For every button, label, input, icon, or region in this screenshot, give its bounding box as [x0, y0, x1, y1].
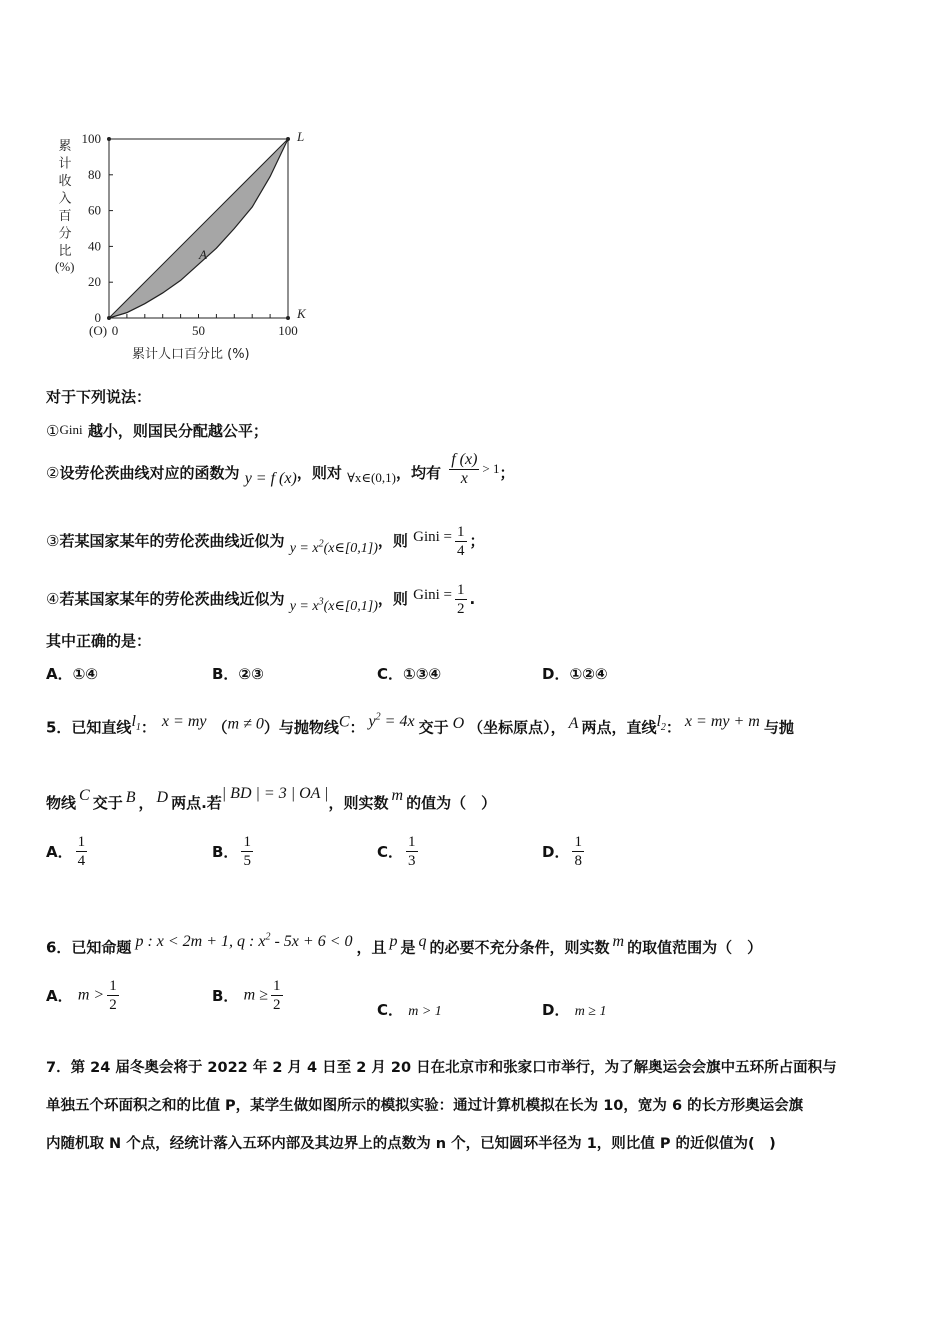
- q6-text-range: 的取值范围为（ ）: [627, 938, 763, 957]
- s3-text-2: ，则: [377, 532, 408, 550]
- s4-curve: [289, 596, 378, 614]
- q5-d: D: [156, 789, 169, 806]
- q5-option-b[interactable]: [212, 833, 256, 870]
- s3-mark: ③: [46, 534, 60, 550]
- lorenz-chart: [40, 120, 330, 370]
- s2-frac-num: f (x): [451, 451, 478, 468]
- s4-exp: 3: [318, 596, 324, 608]
- q5-colon-3: ：: [665, 718, 681, 737]
- q6-option-a-label: A．: [46, 987, 73, 1005]
- q6-option-b-pre: m ≥: [243, 986, 269, 1004]
- s2-frac-den: x: [449, 469, 479, 488]
- q5-l2-name: l: [656, 713, 661, 731]
- q5-a-num: 1: [77, 834, 86, 850]
- q6-option-a[interactable]: [46, 977, 122, 1014]
- s3-gini: Gini =: [413, 529, 453, 545]
- s4-fraction: [455, 581, 467, 618]
- s4-text-1: 若某国家某年的劳伦茨曲线近似为: [59, 590, 285, 608]
- q5-option-c-frac: [406, 833, 418, 870]
- statement-1: [46, 419, 268, 443]
- q5-l1: [131, 713, 141, 734]
- q6-option-d-label: D．: [542, 1001, 570, 1019]
- q7-line-3: 内随机取 N 个点，经统计落入五环内部及其边界上的点数为 n 个，已知圆环半径为 1，则比值 P 的近似值为( ): [46, 1136, 776, 1152]
- s3-text-3: ；: [469, 532, 485, 550]
- q5-comma: ，: [138, 794, 154, 812]
- y-axis-unit: (%): [55, 259, 75, 274]
- y-axis-label-char: 入: [58, 191, 72, 207]
- q6-option-b[interactable]: [212, 977, 286, 1014]
- point-l-label: L: [297, 129, 305, 144]
- s3-frac-num: 1: [457, 524, 465, 540]
- s2-mark: ②: [46, 466, 60, 482]
- y-axis-label-char: 累: [58, 139, 72, 154]
- q5-paren-open: （: [212, 718, 228, 737]
- x-tick-label: 50: [192, 323, 205, 338]
- s3-curve: [289, 538, 378, 556]
- q7-line-1: 7．第 24 届冬奥会将于 2022 年 2 月 4 日至 2 月 20 日在北京市和张家口市举行，为了解奥运会会旗中五环所占面积与: [46, 1060, 837, 1076]
- q5-l2-sub: 2: [660, 722, 666, 734]
- s2-fraction: [449, 451, 479, 488]
- q5-text-curve: 物线: [46, 794, 77, 812]
- q6-text-is: 是: [400, 938, 416, 957]
- q5-option-a-label: A．: [46, 843, 73, 861]
- q5-line-2: [46, 783, 496, 814]
- q6-text-and: ，且: [356, 938, 387, 957]
- s1-gini: Gini: [59, 422, 83, 437]
- y-tick-label: 20: [88, 274, 101, 290]
- q5-text-intersect: 交于: [418, 718, 449, 737]
- q5-text-with: 与抛: [763, 718, 794, 737]
- q5-text-value: 的值为（ ）: [406, 794, 497, 812]
- q5-c-den: 3: [408, 853, 416, 869]
- q5-a: A: [568, 715, 579, 733]
- q6-intro: 6．已知命题: [46, 938, 132, 957]
- q5-option-a[interactable]: [46, 833, 90, 870]
- y-max-point: [107, 137, 111, 141]
- q5-condition: m ≠ 0: [227, 715, 264, 733]
- y-axis-label-char: 百: [58, 209, 72, 224]
- q4-option-c[interactable]: C．①③④: [377, 665, 442, 683]
- q6-p: p: [389, 933, 398, 951]
- y-axis-label-char: 比: [58, 244, 72, 259]
- q5-eq2: [369, 713, 415, 730]
- q5-b-den: 5: [243, 853, 251, 869]
- intro-text: 对于下列说法：: [46, 388, 152, 406]
- y-tick-label: 40: [88, 238, 101, 254]
- q5-c-num: 1: [408, 834, 416, 850]
- q5-colon-1: ：: [140, 718, 156, 737]
- q6-option-b-label: B．: [212, 987, 239, 1005]
- q6-option-c[interactable]: [377, 999, 442, 1020]
- s2-text-3: ，均有: [395, 464, 441, 482]
- q5-text-real: ，则实数: [328, 794, 389, 812]
- q5-option-d[interactable]: [542, 833, 587, 870]
- q5-eq1: x = my: [161, 713, 207, 731]
- q5-a-den: 4: [77, 853, 86, 869]
- point-k-label: K: [297, 306, 306, 321]
- y-tick-label: 80: [88, 166, 101, 182]
- q5-m: m: [391, 787, 404, 804]
- s1-mark: ①: [46, 424, 60, 440]
- q6-b-den: 2: [273, 997, 281, 1013]
- y-tick-label: 60: [88, 202, 101, 218]
- q5-line-1: [46, 707, 794, 740]
- s4-frac-num: 1: [457, 582, 465, 598]
- q5-b: B: [125, 789, 136, 806]
- s3-domain: (x∈[0,1]): [323, 541, 378, 556]
- x-axis-label: 累计人口百分比 (%): [132, 347, 250, 362]
- s4-domain: (x∈[0,1]): [323, 599, 378, 614]
- equality-line: [109, 139, 288, 318]
- q5-eq2-y: y: [368, 713, 376, 731]
- q6-b-num: 1: [273, 978, 281, 994]
- q5-text-origin: （坐标原点），: [468, 718, 566, 737]
- s4-gini: Gini =: [413, 587, 453, 603]
- q5-text-intersect-2: 交于: [92, 794, 123, 812]
- q5-intro: 5．已知直线: [46, 718, 132, 737]
- statement-3: [46, 523, 485, 560]
- s3-frac-den: 4: [457, 543, 465, 559]
- y-axis-label-char: 收: [58, 174, 72, 189]
- s2-text-1: 设劳伦茨曲线对应的函数为: [59, 464, 240, 482]
- q5-l2: [656, 713, 666, 734]
- s2-text-2: ，则对: [296, 464, 342, 482]
- q5-c: C: [338, 713, 350, 731]
- q6-exp: 2: [265, 932, 271, 943]
- point-k: [286, 316, 290, 320]
- x-tick-label: 0: [111, 323, 119, 338]
- q4-option-b[interactable]: B．②③: [212, 665, 264, 683]
- q5-option-d-frac: [572, 833, 584, 870]
- q6-option-d-value: m ≥ 1: [574, 1004, 607, 1019]
- q5-text-if: 两点.若: [171, 794, 222, 812]
- q6-prop-2: - 5x + 6 < 0: [270, 933, 353, 951]
- statement-4: [46, 581, 475, 618]
- q5-o: O: [452, 715, 465, 733]
- q5-l1-sub: 1: [135, 722, 141, 734]
- q5-text-line: 两点，直线: [581, 718, 657, 737]
- q5-colon-2: ：: [349, 718, 365, 737]
- q5-text-parabola: ）与抛物线: [263, 718, 339, 737]
- q5-eq2-exp: 2: [375, 712, 381, 723]
- point-l: [286, 137, 290, 141]
- q5-option-b-frac: [241, 833, 253, 870]
- correct-prompt: 其中正确的是：: [46, 632, 152, 650]
- q4-option-d[interactable]: D．①②④: [542, 665, 608, 683]
- q5-eq3: x = my + m: [684, 713, 760, 731]
- q6-a-num: 1: [109, 978, 117, 994]
- y-axis-label-char: 分: [58, 226, 72, 242]
- q4-option-a[interactable]: A．①④: [46, 665, 99, 683]
- q5-abs-condition: | BD | = 3 | OA |: [221, 785, 329, 802]
- s2-forall: ∀x∈(0,1): [347, 470, 396, 485]
- q5-b-num: 1: [243, 834, 251, 850]
- q5-d-num: 1: [574, 834, 582, 850]
- q5-option-c[interactable]: [377, 833, 421, 870]
- q5-option-b-label: B．: [212, 843, 239, 861]
- x-tick-label: 100: [278, 323, 298, 338]
- s1-text: 越小，则国民分配越公平；: [87, 422, 268, 440]
- origin-label: (O): [89, 323, 108, 338]
- q6-option-d[interactable]: [542, 999, 606, 1020]
- q5-c2: C: [79, 787, 90, 804]
- q5-option-c-label: C．: [377, 843, 404, 861]
- q6-line: [46, 927, 762, 958]
- q6-option-c-value: m > 1: [408, 1004, 442, 1019]
- q6-m: m: [612, 933, 625, 951]
- region-a-label: A: [199, 247, 207, 262]
- q6-option-a-frac: [107, 977, 119, 1014]
- q7-line-2: 单独五个环面积之和的比值 P，某学生做如图所示的模拟实验：通过计算机模拟在长为 10，宽为 6 的长方形奥运会旗: [46, 1098, 804, 1114]
- q6-text-necessary: 的必要不充分条件，则实数: [429, 938, 610, 957]
- s4-text-2: ，则: [377, 590, 408, 608]
- q6-option-a-pre: m >: [77, 986, 105, 1004]
- s2-function: y = f (x): [244, 470, 297, 487]
- q6-q: q: [418, 933, 427, 951]
- q6-a-den: 2: [109, 997, 117, 1013]
- s4-frac-den: 2: [457, 601, 465, 617]
- y-axis-label-char: 计: [58, 156, 72, 172]
- q5-l1-name: l: [131, 713, 136, 731]
- q5-eq2-rhs: = 4x: [380, 713, 415, 731]
- q6-option-c-label: C．: [377, 1001, 404, 1019]
- s3-y: y = x: [289, 541, 319, 556]
- s3-exp: 2: [318, 538, 324, 550]
- chart-plot-area: [58, 131, 297, 338]
- s3-fraction: [455, 523, 467, 560]
- s2-text-4: ；: [499, 464, 515, 482]
- origin-point: [107, 316, 111, 320]
- q6-proposition: [135, 933, 352, 950]
- q5-d-den: 8: [574, 853, 582, 869]
- q6-prop-1: p : x < 2m + 1, q : x: [135, 933, 266, 951]
- s2-gt: > 1: [482, 461, 500, 476]
- statement-2: [46, 451, 515, 490]
- q5-option-d-label: D．: [542, 843, 570, 861]
- s4-mark: ④: [46, 592, 60, 608]
- s4-text-3: .: [469, 590, 476, 608]
- s4-y: y = x: [289, 599, 319, 614]
- q5-option-a-frac: [76, 833, 88, 870]
- y-tick-label: 100: [81, 131, 101, 146]
- y-tick-label: 0: [94, 310, 101, 325]
- q6-option-b-frac: [271, 977, 283, 1014]
- s3-text-1: 若某国家某年的劳伦茨曲线近似为: [59, 532, 285, 550]
